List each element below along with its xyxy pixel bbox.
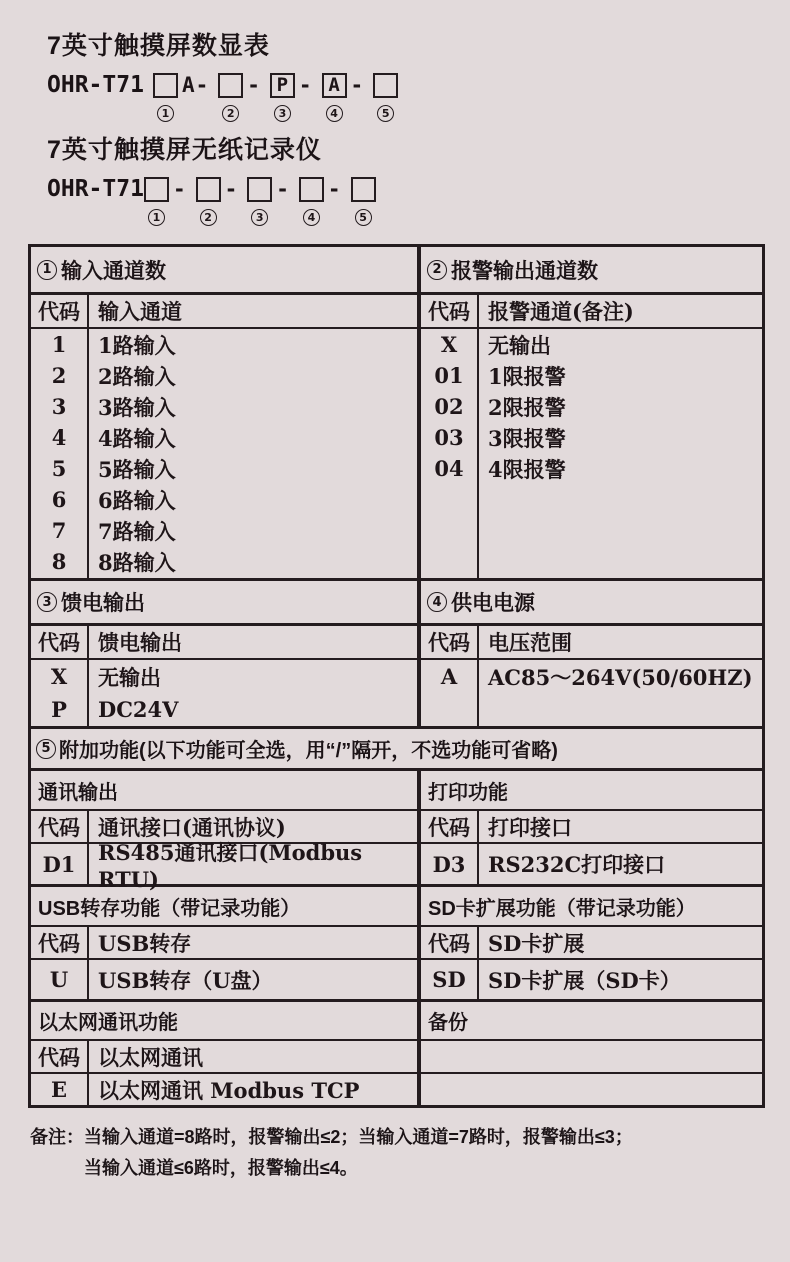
model-separator: - — [298, 73, 313, 97]
model1-slot-5 — [373, 70, 411, 122]
model-code-box: P — [270, 73, 295, 98]
code-column-header: 代码 — [31, 927, 89, 958]
model-code-box — [351, 177, 376, 202]
label-cell — [421, 1041, 430, 1072]
circled-number-5: 5 — [377, 105, 394, 122]
label-column-header: 输入通道 — [98, 299, 182, 324]
section2 — [421, 247, 762, 578]
model-code-box — [196, 177, 221, 202]
label-column-header: 报警通道(备注) — [488, 299, 634, 324]
code-cell: 03 — [434, 425, 464, 450]
label-column-header: SD卡扩展 — [488, 930, 585, 956]
label-cell: 4限报警 — [488, 456, 566, 482]
model2-slot-2 — [196, 174, 248, 226]
section1-header — [31, 247, 417, 295]
model-code-box — [247, 177, 272, 202]
model-separator: A- — [181, 73, 210, 97]
product1-model-line — [47, 70, 411, 122]
group-usb-title: USB转存功能（带记录功能） — [31, 887, 417, 927]
code-column-header: 代码 — [421, 811, 479, 842]
model-code-box — [144, 177, 169, 202]
model-separator: - — [224, 177, 239, 201]
code-cell: A — [440, 664, 458, 689]
band-sections-1-2 — [31, 247, 762, 581]
section3 — [31, 581, 421, 726]
model1-slot-3 — [270, 70, 322, 122]
code-column-header: 代码 — [31, 626, 89, 658]
code-cell: 7 — [51, 518, 67, 543]
model2-slot-1 — [144, 174, 196, 226]
code-cell: 1 — [51, 332, 67, 357]
section4-title: 供电电源 — [451, 592, 535, 615]
label-cell: AC85～264V(50/60HZ) — [488, 664, 753, 690]
code-column-header: 代码 — [31, 295, 89, 327]
product2-model-line — [47, 174, 389, 226]
section5-header — [31, 729, 762, 771]
label-cell: USB转存（U盘） — [98, 967, 273, 993]
section1-column-header — [31, 295, 417, 329]
circled-number-4: 4 — [326, 105, 343, 122]
section4 — [421, 581, 762, 726]
footnote-line-1: 当输入通道=8路时，报警输出≤2；当输入通道=7路时，报警输出≤3； — [84, 1127, 633, 1147]
product2-model-prefix: OHR-T71 — [47, 176, 144, 202]
group-comm-output — [31, 771, 421, 892]
section1-title: 输入通道数 — [61, 259, 166, 283]
product2-title: 7英寸触摸屏无纸记录仪 — [47, 136, 322, 164]
label-cell: 无输出 — [488, 332, 551, 358]
label-cell — [421, 1074, 430, 1105]
label-column-header: 打印接口 — [488, 814, 572, 840]
label-cell: SD卡扩展（SD卡） — [488, 967, 681, 993]
code-cell: 8 — [51, 549, 67, 574]
circled-number-1: 1 — [148, 209, 165, 226]
model1-slot-1 — [144, 70, 218, 122]
circled-number-5: 5 — [355, 209, 372, 226]
section4-column-header — [421, 626, 762, 660]
code-cell: X — [440, 332, 458, 357]
section4-header — [421, 581, 762, 626]
section2-data — [421, 329, 762, 578]
model1-slot-2 — [218, 70, 270, 122]
code-column-header: 代码 — [31, 1041, 89, 1072]
band-usb-sd — [31, 887, 762, 1002]
section5-title: 附加功能(以下功能可全选，用“/”隔开，不选功能可省略) — [59, 740, 558, 762]
code-column-header: 代码 — [421, 927, 479, 958]
group-ethernet — [31, 1002, 421, 1105]
circled-number-3: 3 — [251, 209, 268, 226]
section3-title: 馈电输出 — [61, 592, 145, 615]
code-cell: E — [31, 1074, 89, 1105]
group-backup-empty-row — [421, 1041, 762, 1074]
code-cell: 2 — [51, 363, 67, 388]
code-cell: U — [31, 960, 89, 999]
circled-number-4: 4 — [303, 209, 320, 226]
group-backup — [421, 1002, 762, 1105]
model-separator: - — [327, 177, 342, 201]
label-cell: 1路输入 — [98, 332, 176, 358]
code-cell: D1 — [31, 844, 89, 884]
code-cell: 4 — [51, 425, 67, 450]
section4-data — [421, 660, 762, 726]
label-cell: 2路输入 — [98, 363, 176, 389]
section3-column-header — [31, 626, 417, 660]
label-cell: 1限报警 — [488, 363, 566, 389]
code-cell: 6 — [51, 487, 67, 512]
model2-slot-4 — [299, 174, 351, 226]
label-cell: DC24V — [98, 697, 179, 722]
code-cell: 04 — [434, 456, 464, 481]
code-cell: SD — [421, 960, 479, 999]
model1-slot-4 — [322, 70, 374, 122]
group-usb — [31, 887, 421, 999]
band-ethernet-backup — [31, 1002, 762, 1105]
code-cell: 5 — [51, 456, 67, 481]
model-code-box — [373, 73, 398, 98]
label-cell: 7路输入 — [98, 518, 176, 544]
circled-number-3: 3 — [274, 105, 291, 122]
code-cell: 3 — [51, 394, 67, 419]
section1 — [31, 247, 421, 578]
model-separator: - — [172, 177, 187, 201]
group-usb-column-header — [31, 927, 417, 960]
label-cell: 3路输入 — [98, 394, 176, 420]
footnote-label: 备注： — [30, 1127, 84, 1147]
section1-data — [31, 329, 417, 578]
model-separator: - — [350, 73, 365, 97]
group-ethernet-title: 以太网通讯功能 — [31, 1002, 417, 1041]
circled-number-2: 2 — [222, 105, 239, 122]
code-column-header: 代码 — [31, 811, 89, 842]
code-cell: 02 — [434, 394, 464, 419]
model-code-box: A — [322, 73, 347, 98]
band-sections-3-4 — [31, 581, 762, 729]
section3-data — [31, 660, 417, 726]
label-column-header: 馈电输出 — [98, 630, 182, 655]
section2-column-header — [421, 295, 762, 329]
label-column-header: USB转存 — [98, 930, 192, 956]
code-cell: D3 — [421, 844, 479, 884]
section2-header — [421, 247, 762, 295]
label-column-header: 电压范围 — [488, 630, 572, 655]
group-print-column-header — [421, 811, 762, 844]
table-row — [31, 960, 417, 999]
table-row — [421, 844, 762, 884]
label-cell: RS485通讯接口(Modbus RTU) — [98, 839, 363, 892]
table-row — [31, 1074, 417, 1105]
label-cell: 5路输入 — [98, 456, 176, 482]
group-ethernet-column-header — [31, 1041, 417, 1074]
band-comm-print — [31, 771, 762, 892]
table-row — [31, 839, 417, 892]
label-cell: 6路输入 — [98, 487, 176, 513]
footnote — [30, 1122, 770, 1184]
label-cell: 2限报警 — [488, 394, 566, 420]
group-print — [421, 771, 762, 884]
code-column-header: 代码 — [421, 295, 479, 327]
section5-badge: 5 — [36, 739, 56, 759]
section1-badge: 1 — [37, 260, 57, 280]
group-comm-title: 通讯输出 — [31, 771, 417, 811]
section4-badge: 4 — [427, 592, 447, 612]
model2-slot-3 — [247, 174, 299, 226]
label-cell: 3限报警 — [488, 425, 566, 451]
section3-badge: 3 — [37, 592, 57, 612]
ordering-table — [28, 244, 765, 1108]
section2-badge: 2 — [427, 260, 447, 280]
circled-number-1: 1 — [157, 105, 174, 122]
model-separator: - — [247, 73, 261, 97]
group-sd — [421, 887, 762, 999]
label-cell: 4路输入 — [98, 425, 176, 451]
label-column-header: 通讯接口(通讯协议) — [98, 814, 286, 840]
code-column-header: 代码 — [421, 626, 479, 658]
model-separator: - — [276, 177, 290, 201]
product1-model-prefix: OHR-T71 — [47, 72, 144, 98]
group-print-title: 打印功能 — [421, 771, 762, 811]
group-backup-title: 备份 — [421, 1002, 762, 1041]
label-cell: 无输出 — [98, 664, 161, 690]
code-cell: P — [51, 697, 67, 722]
product1-title: 7英寸触摸屏数显表 — [47, 32, 270, 60]
label-cell: RS232C打印接口 — [488, 852, 666, 877]
circled-number-2: 2 — [200, 209, 217, 226]
label-column-header: 以太网通讯 — [98, 1044, 203, 1070]
label-cell: 以太网通讯 Modbus TCP — [98, 1077, 360, 1103]
model-code-box — [218, 73, 243, 98]
model2-slot-5 — [351, 174, 389, 226]
table-row — [421, 960, 762, 999]
group-sd-column-header — [421, 927, 762, 960]
code-cell: X — [50, 664, 68, 689]
table-row — [421, 1074, 762, 1105]
model-code-box — [153, 73, 178, 98]
code-cell: 01 — [434, 363, 464, 388]
label-cell: 8路输入 — [98, 549, 176, 575]
model-code-box — [299, 177, 324, 202]
section2-title: 报警输出通道数 — [451, 259, 598, 283]
group-sd-title: SD卡扩展功能（带记录功能） — [421, 887, 762, 927]
footnote-line-2: 当输入通道≤6路时，报警输出≤4。 — [84, 1158, 358, 1178]
section3-header — [31, 581, 417, 626]
